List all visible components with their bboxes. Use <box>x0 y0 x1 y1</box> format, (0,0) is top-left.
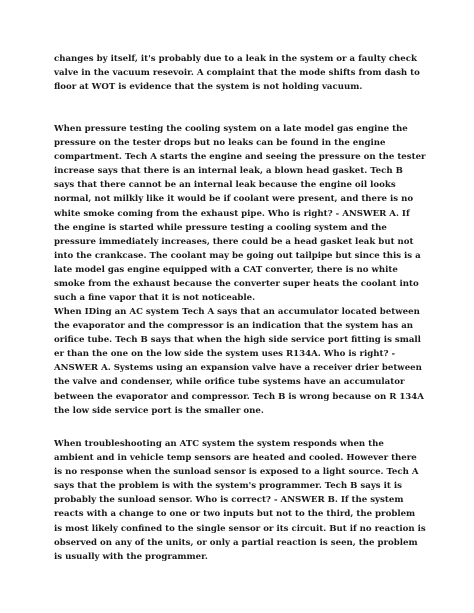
paragraph-ac-system-identification: When IDing an AC system Tech A says that an accumulator located between the evaporator and the compressor is an indication that the system has an orifice tube. Tech B says that when the high side service port fitting is small er than the one on the low side the system uses R134A. Who is right? - ANSWER A. Systems using an expansion valve have a receiver drier between the valve and condenser, while orifice tube systems have an accumulator between the evaporator and compressor. Tech B is wrong because on R 134A the low side service port is the smaller one. <box>54 307 424 416</box>
paragraph-vacuum-system: changes by itself, it's probably due to a leak in the system or a faulty check valve in the vacuum resevoir. A complaint that the mode shifts from dash to floor at WOT is evidence that the system is not holding vacuum. <box>54 54 420 93</box>
paragraph-cooling-system-pressure-test: When pressure testing the cooling system on a late model gas engine the pressure on the tester drops but no leaks can be found in the engine compartment. Tech A starts the engine and seeing the pressure on the tester increase says that there is an internal leak, a blown head gasket. Tech B says that there cannot be an internal leak because the engine oil looks normal, not milkly like it would be if coolant were present, and there is no white smoke coming from the exhaust pipe. Who is right? - ANSWER A. If the engine is started while pressure testing a cooling system and the pressure immediately increases, there could be a head gasket leak but not into the crankcase. The coolant may be going out tailpipe but since this is a late model gas engine equipped with a CAT converter, there is no white smoke from the exhaust because the converter super heats the coolant into such a fine vapor that it is not noticeable. <box>54 124 426 304</box>
paragraph-atc-troubleshooting: When troubleshooting an ATC system the system responds when the ambient and in vehicle temp sensors are heated and cooled. However there is no response when the sunload sensor is exposed to a light source. Tech A says that the problem is with the system's programmer. Tech B says it is probably the sunload sensor. Who is correct? - ANSWER B. If the system reacts with a change to one or two inputs but not to the third, the problem is most likely confined to the single sensor or its circuit. But if no reaction is observed on any of the units, or only a partial reaction is seen, the problem is usually with the programmer. <box>54 439 426 562</box>
